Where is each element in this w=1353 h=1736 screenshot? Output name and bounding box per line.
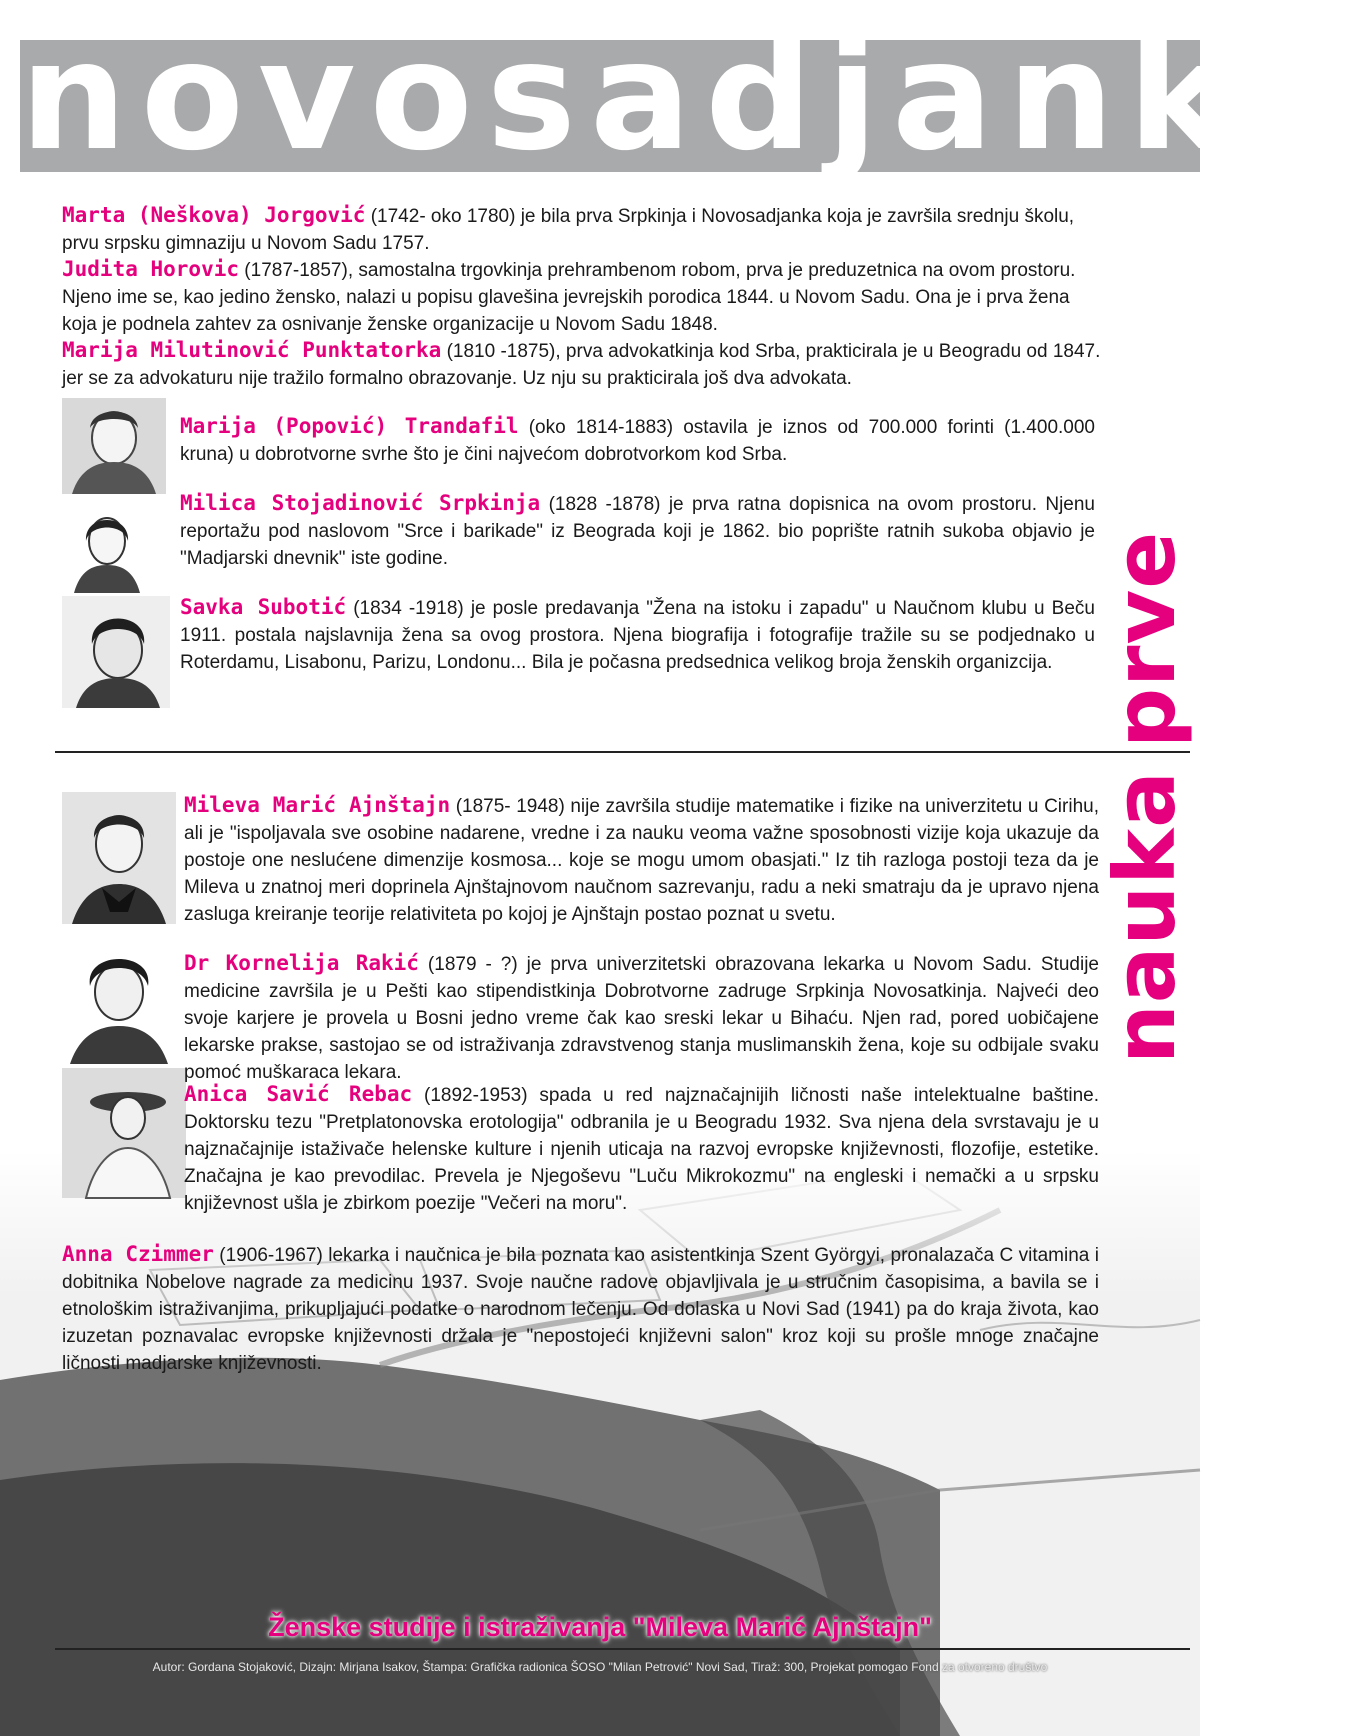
portrait-savka-subotic xyxy=(62,596,170,708)
bio-milica-stojadinovic xyxy=(180,490,1095,572)
page-title: novosadjanke xyxy=(20,10,1353,184)
bio-name: Mileva Marić Ajnštajn xyxy=(184,793,451,817)
side-label-prve: prve xyxy=(1096,530,1194,748)
bio-text: (1906-1967) lekarka i naučnica je bila poznata kao asistentkinja Szent Györgyi, pronalazača C vitamina i dobitnika Nobelove nagrade za medicinu 1937. Svoje naučne radove objavljivala je u stručnim časopisima, a bavila se i etnološkim istraživanjima, prikupljajući podatke o narodnom lečenju. Od dolaska u Novi Sad (1941) pa do kraja života, kao izuzetan poznavalac evropske književnosti držala je "nepostojeći književni salon" kroz koji su prošle mnoge značajne ličnosti madjarske književnosti. xyxy=(62,1245,1099,1374)
bio-text: (oko 1814-1883) ostavila je iznos od 700.000 forinti (1.400.000 kruna) u dobrotvorne svrhe što je čini najvećom dobrotvorkom kod Srba. xyxy=(180,417,1095,465)
portrait-mileva-maric xyxy=(62,792,176,924)
bio-text: (1742- oko 1780) je bila prva Srpkinja i Novosadjanka koja je završila srednju školu, prvu srpsku gimnaziju u Novom Sadu 1757. xyxy=(62,206,1075,254)
bio-text: (1892-1953) spada u red najznačajnijih ličnosti naše intelektualne baštine. Doktorsku tezu "Pretplatonovska erotologija" odbranila je u Beogradu 1932. Sva njena dela svrstavaju je u najznačajnije istaživače helenske kulture i njenih uticaja na razvoj evropske književnosti, flozofije, estetike. Značajna je kao prevodilac. Prevela je Njegoševu "Luču Mikrokozmu" na engleski i nemački a u srpsku književnost ušla je zbirkom poezije "Večeri na moru". xyxy=(184,1085,1099,1214)
bio-marija-milutinovic xyxy=(62,337,1107,392)
bio-name: Marija Milutinović Punktatorka xyxy=(62,338,442,362)
bio-name: Marta (Neškova) Jorgović xyxy=(62,203,366,227)
bio-anna-czimmer xyxy=(62,1241,1099,1377)
bio-text: (1828 -1878) je prva ratna dopisnica na ovom prostoru. Njenu reportažu pod naslovom "Srce i barikade" iz Beograda koji je 1862. bio poprište ratnih sukoba objavio je "Madjarski dnevnik" iste godine. xyxy=(180,494,1095,569)
portrait-marija-trandafil xyxy=(62,398,166,494)
footer-divider xyxy=(55,1648,1190,1650)
footer-title: Ženske studije i istraživanja "Mileva Marić Ajnštajn" xyxy=(268,1612,932,1642)
bio-judita-horovic xyxy=(62,256,1107,338)
bio-name: Judita Horovic xyxy=(62,257,240,281)
bio-savka-subotic xyxy=(180,594,1095,676)
portrait-milica-stojadinovic xyxy=(62,497,152,593)
bio-marija-trandafil xyxy=(180,413,1095,468)
bio-name: Anica Savić Rebac xyxy=(184,1082,413,1106)
bio-marta-jorgovic xyxy=(62,202,1102,257)
bio-name: Savka Subotić xyxy=(180,595,347,619)
bio-text: (1834 -1918) je posle predavanja "Žena na istoku i zapadu" u Naučnom klubu u Beču 1911. postala najslavnija žena sa ovog prostora. Njena biografija i fotografije tražile su se podjednako u Roterdamu, Lisabonu, Parizu, Londonu... Bila je počasna predsednica velikog broja ženskih organizcija. xyxy=(180,598,1095,673)
title-band xyxy=(20,10,1353,184)
bio-text: (1879 - ?) je prva univerzitetski obrazovana lekarka u Novom Sadu. Studije medicine završila je u Pešti kao stipendistkinja Dobrotvorne zadruge Srpkinja Novosatkinja. Najveći deo svoje karjere je provela u Bosni jedno vreme čak kao sreski lekar u Bihaću. Njen rad, pored uobičajene lekarske prakse, sastojao se od istraživanja zdravstvenog stanja muslimanskih žena, koje su odbijale svaku pomoć muškaraca lekara. xyxy=(184,954,1099,1083)
bio-text: (1810 -1875), prva advokatkinja kod Srba, prakticirala je u Beogradu od 1847. jer se za advokaturu nije tražilo formalno obrazovanje. Uz nju su prakticirala još dva advokata. xyxy=(62,341,1101,389)
bio-mileva-maric xyxy=(184,792,1099,928)
bio-kornelija-rakic xyxy=(184,950,1099,1086)
portrait-kornelija-rakic xyxy=(62,942,176,1064)
bio-name: Dr Kornelija Rakić xyxy=(184,951,419,975)
bio-name: Milica Stojadinović Srpkinja xyxy=(180,491,541,515)
side-label-nauka: nauka xyxy=(1096,770,1194,1064)
portrait-anica-savic-rebac xyxy=(62,1068,186,1198)
bio-name: Marija (Popović) Trandafil xyxy=(180,414,519,438)
bio-text: (1787-1857), samostalna trgovkinja prehrambenom robom, prva je preduzetnica na ovom prostoru. Njeno ime se, kao jedino žensko, nalazi u popisu glavešina jevrejskih porodica 1844. u Novom Sadu. Ona je i prva žena koja je podnela zahtev za osnivanje ženske organizacije u Novom Sadu 1848. xyxy=(62,260,1076,335)
bio-anica-savic-rebac xyxy=(184,1081,1099,1217)
bio-text: (1875- 1948) nije završila studije matematike i fizike na univerzitetu u Cirihu, ali je "ispoljavala sve osobine nadarene, vredne i za nauku veoma važne sposobnosti vizije koja ukazuje da postoje one neslućene dimenzije kosmosa... koje se mogu umom obasjati." Iz tih razloga postoji teza da je Mileva u znatnoj meri doprinela Ajnštajnovom naučnom sazrevanju, radu a neki smatraju da je upravo njena zasluga kreiranje teorije relativiteta po kojoj je Ajnštajn postao poznat u svetu. xyxy=(184,796,1099,925)
section-divider xyxy=(55,751,1190,753)
footer-credits: Autor: Gordana Stojaković, Dizajn: Mirjana Isakov, Štampa: Grafička radionica ŠOSO "Milan Petrović" Novi Sad, Tiraž: 300, Projekat pomogao Fond za otvoreno društvo xyxy=(152,1660,1048,1674)
bio-name: Anna Czimmer xyxy=(62,1242,214,1266)
